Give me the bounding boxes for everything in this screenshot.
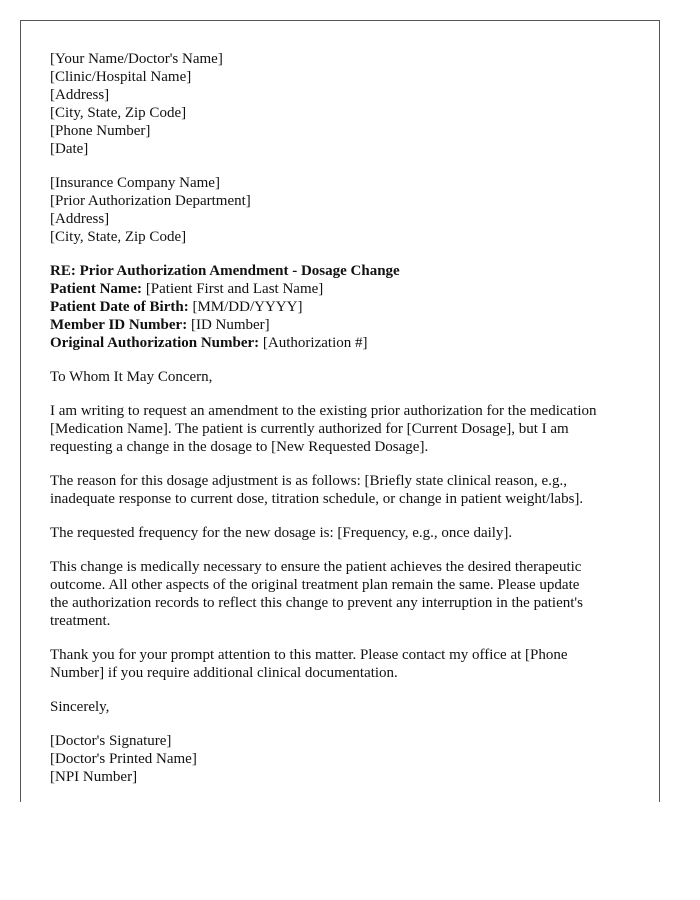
authorization-number-line xyxy=(50,334,645,352)
body-line: I am writing to request an amendment to the existing prior authorization for the medication xyxy=(50,403,597,419)
signature-block xyxy=(50,732,645,786)
letter-content xyxy=(50,50,645,802)
subject-re: RE: Prior Authorization Amendment - Dosage Change xyxy=(50,263,400,279)
subject-line xyxy=(50,262,645,280)
recipient-department: [Prior Authorization Department] xyxy=(50,193,251,209)
body-line: Thank you for your prompt attention to this matter. Please contact my office at [Phone xyxy=(50,647,568,663)
authorization-number-label: Original Authorization Number: xyxy=(50,335,260,351)
npi-number: [NPI Number] xyxy=(50,769,138,785)
patient-dob-label: Patient Date of Birth: xyxy=(50,299,189,315)
authorization-number-value: [Authorization #] xyxy=(262,335,368,351)
body-paragraph-reason xyxy=(50,472,645,508)
body-line: requesting a change in the dosage to [New Requested Dosage]. xyxy=(50,439,429,455)
patient-dob-value: [MM/DD/YYYY] xyxy=(192,299,303,315)
salutation xyxy=(50,368,645,386)
closing xyxy=(50,698,645,716)
body-paragraph-frequency xyxy=(50,524,645,542)
body-line: Number] if you require additional clinical documentation. xyxy=(50,665,398,681)
body-paragraph-thanks xyxy=(50,646,645,682)
recipient-company: [Insurance Company Name] xyxy=(50,175,220,191)
body-line: The reason for this dosage adjustment is as follows: [Briefly state clinical reason, e.g., xyxy=(50,473,567,489)
sender-city-state-zip: [City, State, Zip Code] xyxy=(50,105,187,121)
patient-name-line xyxy=(50,280,645,298)
patient-dob-line xyxy=(50,298,645,316)
recipient-block xyxy=(50,174,645,246)
body-line: the authorization records to reflect this change to prevent any interruption in the patient's xyxy=(50,595,583,611)
sender-block xyxy=(50,50,645,158)
patient-name-label: Patient Name: xyxy=(50,281,143,297)
body-line: This change is medically necessary to ensure the patient achieves the desired therapeutic xyxy=(50,559,582,575)
recipient-address: [Address] xyxy=(50,211,110,227)
body-paragraph-request xyxy=(50,402,645,456)
sender-address: [Address] xyxy=(50,87,110,103)
body-line: treatment. xyxy=(50,613,111,629)
body-line: The requested frequency for the new dosage is: [Frequency, e.g., once daily]. xyxy=(50,525,513,541)
doctor-signature: [Doctor's Signature] xyxy=(50,733,172,749)
recipient-city-state-zip: [City, State, Zip Code] xyxy=(50,229,187,245)
sender-clinic: [Clinic/Hospital Name] xyxy=(50,69,192,85)
body-paragraph-necessity xyxy=(50,558,645,630)
closing-text: Sincerely, xyxy=(50,699,110,715)
letter-date: [Date] xyxy=(50,141,89,157)
body-line: inadequate response to current dose, titration schedule, or change in patient weight/labs]. xyxy=(50,491,584,507)
member-id-label: Member ID Number: xyxy=(50,317,188,333)
salutation-text: To Whom It May Concern, xyxy=(50,369,213,385)
member-id-line xyxy=(50,316,645,334)
letter-page xyxy=(20,20,660,802)
subject-block xyxy=(50,262,645,352)
patient-name-value: [Patient First and Last Name] xyxy=(145,281,324,297)
doctor-printed-name: [Doctor's Printed Name] xyxy=(50,751,197,767)
member-id-value: [ID Number] xyxy=(190,317,270,333)
sender-name: [Your Name/Doctor's Name] xyxy=(50,51,223,67)
sender-phone: [Phone Number] xyxy=(50,123,151,139)
body-line: [Medication Name]. The patient is currently authorized for [Current Dosage], but I am xyxy=(50,421,569,437)
body-line: outcome. All other aspects of the original treatment plan remain the same. Please update xyxy=(50,577,580,593)
